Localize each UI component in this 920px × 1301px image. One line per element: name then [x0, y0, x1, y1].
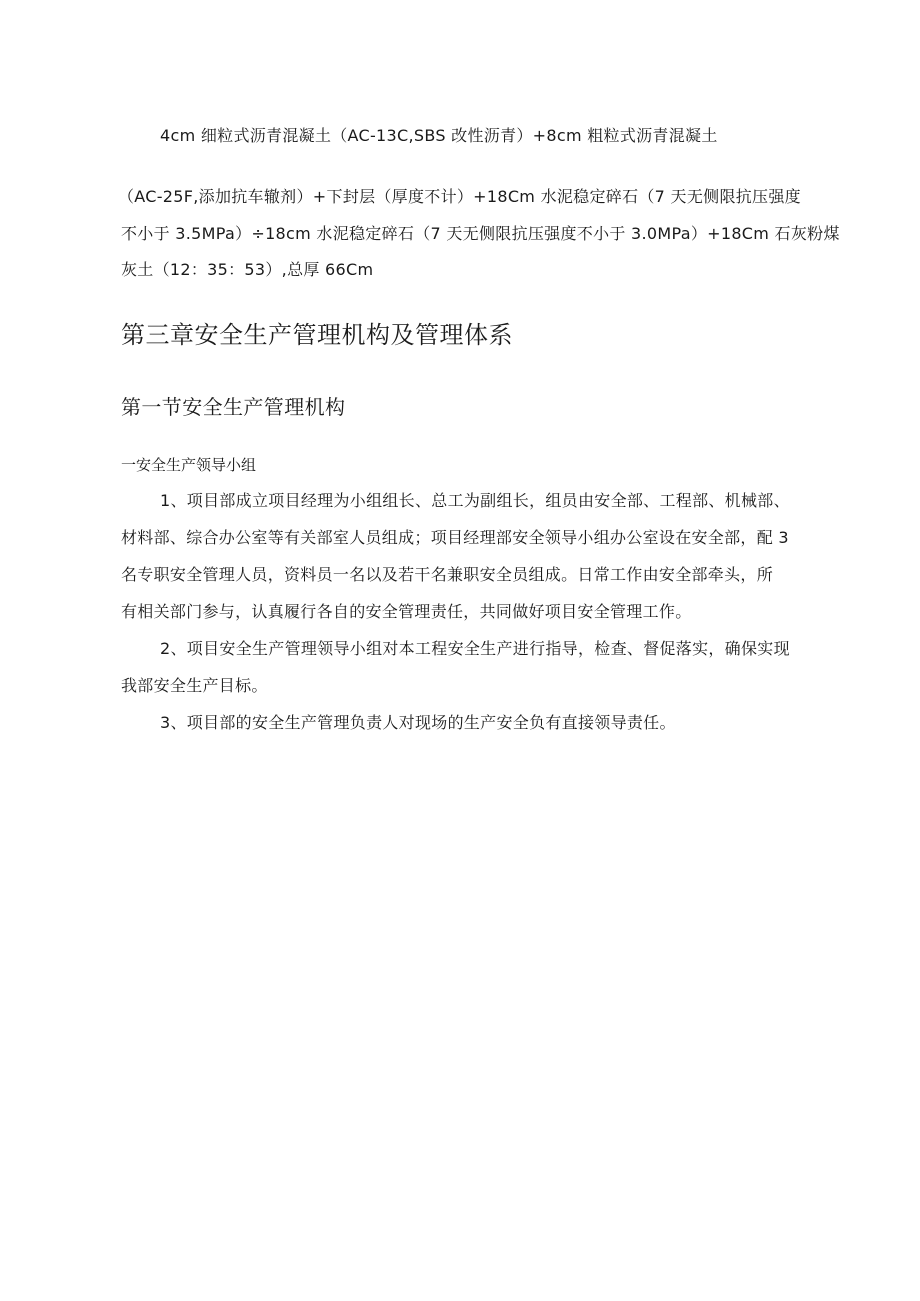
intro-line-1: 4cm 细粒式沥青混凝土（AC-13C,SBS 改性沥青）+8cm 粗粒式沥青混凝土	[160, 126, 718, 145]
paragraph-1-line-1: 1、项目部成立项目经理为小组组长、总工为副组长，组员由安全部、工程部、机械部、	[160, 491, 790, 510]
subsection-title: 一安全生产领导小组	[121, 456, 257, 474]
intro-line-3: 不小于 3.5MPa）÷18cm 水泥稳定碎石（7 天无侧限抗压强度不小于 3.0MPa）+18Cm 石灰粉煤	[121, 224, 840, 243]
intro-line-2: （AC-25F,添加抗车辙剂）+下封层（厚度不计）+18Cm 水泥稳定碎石（7 天无侧限抗压强度	[118, 187, 801, 206]
paragraph-1-line-3: 名专职安全管理人员，资料员一名以及若干名兼职安全员组成。日常工作由安全部牵头，所	[121, 565, 774, 584]
paragraph-3-line-1: 3、项目部的安全生产管理负责人对现场的生产安全负有直接领导责任。	[160, 713, 676, 732]
paragraph-2-line-2: 我部安全生产目标。	[121, 676, 268, 695]
intro-line-4: 灰土（12：35：53）,总厚 66Cm	[121, 260, 374, 279]
paragraph-1-line-4: 有相关部门参与，认真履行各自的安全管理责任，共同做好项目安全管理工作。	[121, 602, 692, 621]
paragraph-1-line-2: 材料部、综合办公室等有关部室人员组成；项目经理部安全领导小组办公室设在安全部，配 3	[121, 528, 789, 547]
chapter-title: 第三章安全生产管理机构及管理体系	[121, 321, 513, 349]
paragraph-2-line-1: 2、项目安全生产管理领导小组对本工程安全生产进行指导，检查、督促落实，确保实现	[160, 639, 790, 658]
section-title: 第一节安全生产管理机构	[121, 395, 346, 419]
